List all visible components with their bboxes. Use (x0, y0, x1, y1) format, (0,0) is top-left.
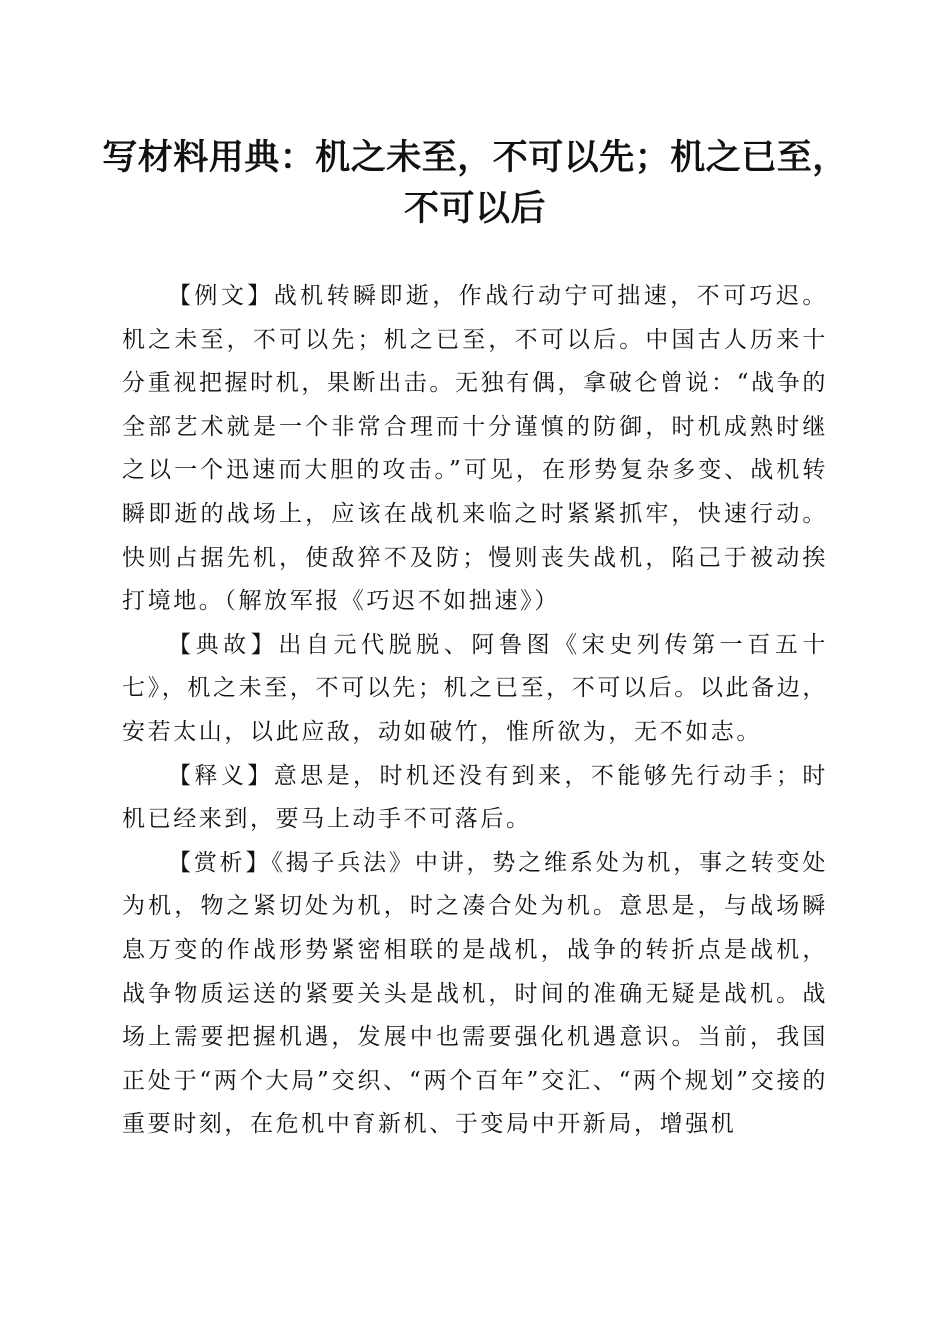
paragraph-text: 《揭子兵法》中讲，势之维系处为机，事之转变处为机，物之紧切处为机，时之凑合处为机。意思是，与战场瞬息万变的作战形势紧密相联的是战机，战争的转折点是战机，战争物质运送的紧要关头是战机，时间的准确无疑是战机。战场上需要把握机遇，发展中也需要强化机遇意识。当前，我国正处于“两个大局”交织、“两个百年”交汇、“两个规划”交接的重要时刻，在危机中育新机、于变局中开新局，增强机 (122, 849, 828, 1138)
paragraph-text: 战机转瞬即逝，作战行动宁可拙速，不可巧迟。机之未至，不可以先；机之已至，不可以后。中国古人历来十分重视把握时机，果断出击。无独有偶，拿破仑曾说：“战争的全部艺术就是一个非常合理而十分谨慎的防御，时机成熟时继之以一个迅速而大胆的攻击。”可见，在形势复杂多变、战机转瞬即逝的战场上，应该在战机来临之时紧紧抓牢，快速行动。快则占据先机，使敌猝不及防；慢则丧失战机，陷己于被动挨打境地。（解放军报《巧迟不如拙速》） (122, 283, 828, 615)
document-body (122, 275, 828, 1147)
paragraph-appreciation (122, 842, 828, 1147)
paragraph-text: 意思是，时机还没有到来，不能够先行动手；时机已经来到，要马上动手不可落后。 (122, 762, 828, 833)
paragraph-allusion (122, 624, 828, 755)
paragraph-meaning (122, 755, 828, 842)
paragraph-text: 出自元代脱脱、阿鲁图《宋史列传第一百五十七》，机之未至，不可以先；机之已至，不可以后。以此备边，安若太山，以此应敌，动如破竹，惟所欲为，无不如志。 (122, 631, 829, 745)
document-title-line-1: 写材料用典：机之未至，不可以先；机之已至， (102, 137, 848, 178)
paragraph-example (122, 275, 828, 624)
paragraph-tag: 【释义】 (168, 762, 274, 789)
paragraph-tag: 【赏析】 (168, 849, 272, 876)
paragraph-tag: 【例文】 (168, 283, 274, 309)
document-title-line-2: 不可以后 (403, 188, 546, 229)
paragraph-tag: 【典故】 (168, 631, 279, 658)
